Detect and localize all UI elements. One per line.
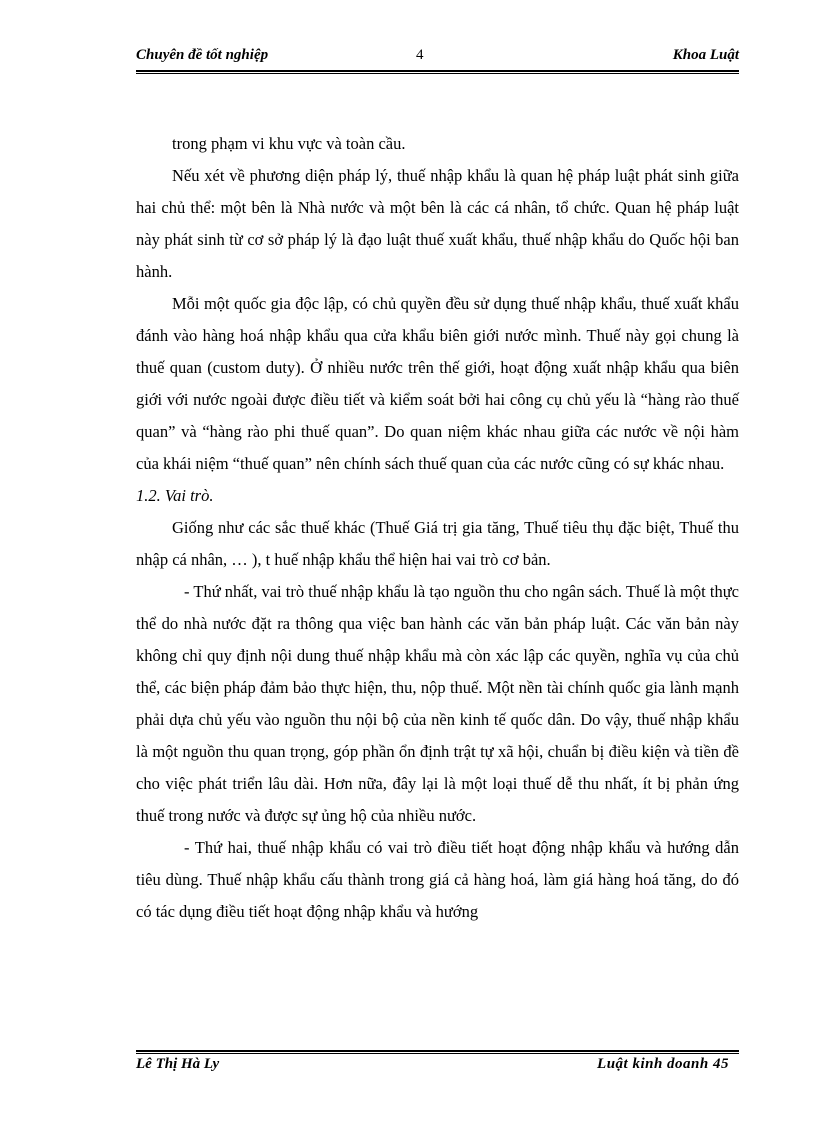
page-body (136, 128, 739, 928)
paragraph-role-second: - Thứ hai, thuế nhập khẩu có vai trò điều tiết hoạt động nhập khẩu và hướng dẫn tiêu dùng. Thuế nhập khẩu cấu thành trong giá cả hàng hoá, làm giá hàng hoá tăng, do đó có tác dụng điều tiết hoạt động nhập khẩu và hướng (136, 838, 739, 921)
paragraph-continuation: trong phạm vi khu vực và toàn cầu. (172, 134, 406, 153)
header-faculty: Khoa Luật (672, 47, 739, 63)
header-page-number: 4 (416, 47, 424, 63)
section-heading: 1.2. Vai trò. (136, 486, 214, 505)
paragraph-role-first: - Thứ nhất, vai trò thuế nhập khẩu là tạo nguồn thu cho ngân sách. Thuế là một thực thể do nhà nước đặt ra thông qua việc ban hành các văn bản pháp luật. Các văn bản này không chỉ quy định nội dung thuế nhập khẩu mà còn xác lập các quyền, nghĩa vụ của chủ thể, các biện pháp đảm bảo thực hiện, thu, nộp thuế. Một nền tài chính quốc gia lành mạnh phải dựa chủ yếu vào nguồn thu nội bộ của nền kinh tế quốc dân. Do vậy, thuế nhập khẩu là một nguồn thu quan trọng, góp phần ổn định trật tự xã hội, chuẩn bị điều kiện và tiền đề cho việc phát triển lâu dài. Hơn nữa, đây lại là một loại thuế dễ thu nhất, ít bị phản ứng thuế trong nước và được sự ủng hộ của nhiều nước. (136, 582, 739, 825)
footer-rule-thin (136, 1053, 739, 1054)
header-rule-thin (136, 73, 739, 74)
footer-author: Lê Thị Hà Ly (136, 1056, 220, 1072)
header-document-type: Chuyên đề tốt nghiệp (136, 47, 269, 63)
paragraph-customs-duty: Mỗi một quốc gia độc lập, có chủ quyền đều sử dụng thuế nhập khẩu, thuế xuất khẩu đánh vào hàng hoá nhập khẩu qua cửa khẩu biên giới nước mình. Thuế này gọi chung là thuế quan (custom duty). Ở nhiều nước trên thế giới, hoạt động xuất nhập khẩu qua biên giới với nước ngoài được điều tiết và kiểm soát bởi hai công cụ chủ yếu là “hàng rào thuế quan” và “hàng rào phi thuế quan”. Do quan niệm khác nhau giữa các nước về nội hàm của khái niệm “thuế quan” nên chính sách thuế quan của các nước cũng có sự khác nhau. (136, 294, 739, 473)
page-footer (136, 1056, 739, 1078)
paragraph-legal-aspect: Nếu xét về phương diện pháp lý, thuế nhập khẩu là quan hệ pháp luật phát sinh giữa hai chủ thể: một bên là Nhà nước và một bên là các cá nhân, tổ chức. Quan hệ pháp luật này phát sinh từ cơ sở pháp lý là đạo luật thuế xuất khẩu, thuế nhập khẩu do Quốc hội ban hành. (136, 166, 739, 281)
page-header (136, 47, 739, 69)
footer-rule (136, 1050, 739, 1052)
header-rule (136, 70, 739, 72)
footer-class: Luật kinh doanh 45 (597, 1056, 729, 1072)
paragraph-roles-intro: Giống như các sắc thuế khác (Thuế Giá trị gia tăng, Thuế tiêu thụ đặc biệt, Thuế thu nhập cá nhân, … ), t huế nhập khẩu thể hiện hai vai trò cơ bản. (136, 518, 739, 569)
